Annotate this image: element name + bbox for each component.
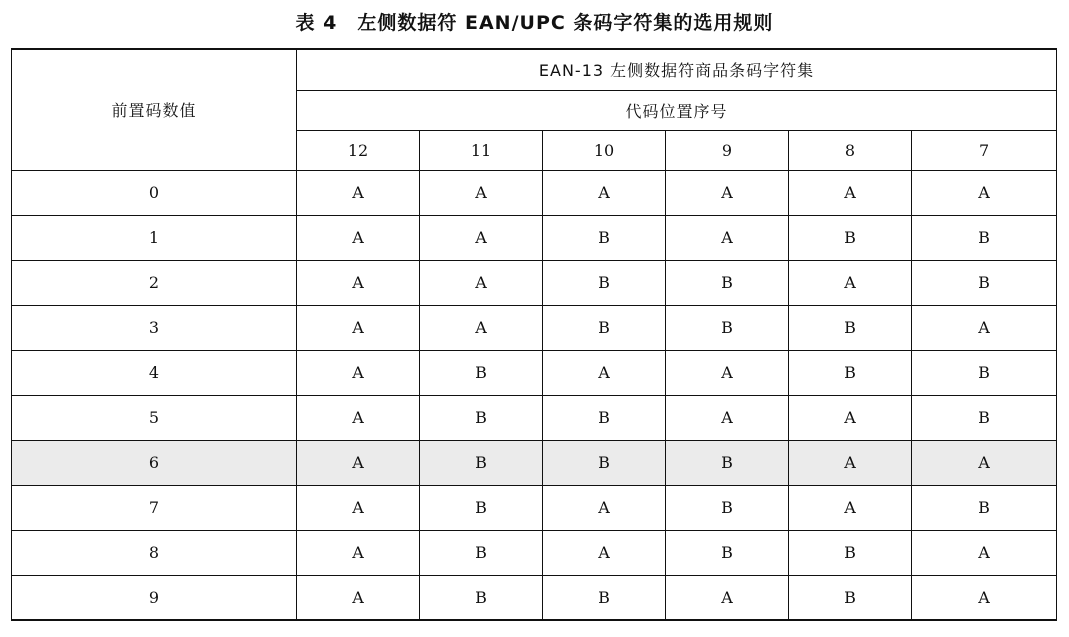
charset-cell: A (543, 485, 666, 530)
charset-cell: B (420, 395, 543, 440)
table-row (12, 305, 1057, 350)
prefix-value-cell: 2 (12, 260, 297, 305)
charset-cell: B (912, 395, 1057, 440)
charset-cell: A (420, 260, 543, 305)
charset-cell: B (666, 530, 789, 575)
prefix-value-cell: 5 (12, 395, 297, 440)
table-row (12, 350, 1057, 395)
table-row (12, 485, 1057, 530)
charset-cell: B (543, 575, 666, 620)
charset-cell: A (666, 350, 789, 395)
charset-cell: A (420, 305, 543, 350)
position-header-cell: 11 (420, 130, 543, 170)
charset-cell: B (666, 485, 789, 530)
position-header-cell: 10 (543, 130, 666, 170)
charset-cell: A (297, 260, 420, 305)
charset-cell: A (297, 350, 420, 395)
charset-cell: B (420, 350, 543, 395)
charset-cell: B (789, 530, 912, 575)
position-header-cell: 9 (666, 130, 789, 170)
charset-cell: B (420, 575, 543, 620)
charset-cell: A (297, 440, 420, 485)
charset-cell: B (543, 305, 666, 350)
charset-cell: A (297, 215, 420, 260)
charset-cell: B (789, 350, 912, 395)
charset-cell: B (543, 215, 666, 260)
charset-cell: B (789, 215, 912, 260)
prefix-value-cell: 8 (12, 530, 297, 575)
charset-cell: A (420, 215, 543, 260)
charset-cell: A (789, 440, 912, 485)
charset-cell: A (789, 170, 912, 215)
charset-cell: A (666, 170, 789, 215)
charset-cell: B (420, 440, 543, 485)
charset-cell: A (297, 170, 420, 215)
prefix-value-cell: 6 (12, 440, 297, 485)
prefix-value-cell: 4 (12, 350, 297, 395)
table-row (12, 170, 1057, 215)
charset-cell: A (912, 575, 1057, 620)
position-header-cell: 8 (789, 130, 912, 170)
charset-cell: A (420, 170, 543, 215)
charset-cell: B (420, 530, 543, 575)
charset-cell: B (543, 260, 666, 305)
position-header-cell: 7 (912, 130, 1057, 170)
charset-cell: A (543, 350, 666, 395)
charset-cell: B (912, 485, 1057, 530)
charset-cell: B (912, 260, 1057, 305)
table-row (12, 440, 1057, 485)
charset-cell: B (666, 305, 789, 350)
table-row (12, 575, 1057, 620)
prefix-value-cell: 9 (12, 575, 297, 620)
charset-group-header: EAN-13 左侧数据符商品条码字符集 (297, 49, 1057, 90)
charset-cell: A (789, 260, 912, 305)
table-row (12, 395, 1057, 440)
charset-cell: A (543, 530, 666, 575)
charset-cell: A (912, 305, 1057, 350)
charset-cell: B (543, 440, 666, 485)
charset-cell: B (912, 215, 1057, 260)
charset-cell: A (297, 305, 420, 350)
charset-cell: B (666, 440, 789, 485)
charset-cell: B (666, 260, 789, 305)
charset-cell: A (666, 575, 789, 620)
charset-cell: A (666, 395, 789, 440)
charset-cell: A (297, 395, 420, 440)
charset-cell: A (912, 170, 1057, 215)
charset-cell: B (789, 305, 912, 350)
charset-cell: B (789, 575, 912, 620)
prefix-value-cell: 3 (12, 305, 297, 350)
charset-cell: B (420, 485, 543, 530)
table-row (12, 215, 1057, 260)
table-row (12, 530, 1057, 575)
table-row (12, 260, 1057, 305)
charset-cell: A (297, 530, 420, 575)
charset-cell: A (297, 575, 420, 620)
charset-cell: A (789, 485, 912, 530)
position-header-cell: 12 (297, 130, 420, 170)
charset-cell: A (789, 395, 912, 440)
table-title: 表 4 左侧数据符 EAN/UPC 条码字符集的选用规则 (295, 12, 774, 34)
charset-cell: A (666, 215, 789, 260)
charset-cell: A (912, 530, 1057, 575)
prefix-value-cell: 0 (12, 170, 297, 215)
charset-cell: A (912, 440, 1057, 485)
prefix-value-cell: 7 (12, 485, 297, 530)
prefix-value-header: 前置码数值 (12, 49, 297, 170)
prefix-value-cell: 1 (12, 215, 297, 260)
charset-cell: B (543, 395, 666, 440)
position-index-header: 代码位置序号 (297, 90, 1057, 130)
charset-cell: A (543, 170, 666, 215)
charset-cell: A (297, 485, 420, 530)
table-body (12, 170, 1057, 620)
charset-cell: B (912, 350, 1057, 395)
character-set-table (11, 48, 1057, 621)
